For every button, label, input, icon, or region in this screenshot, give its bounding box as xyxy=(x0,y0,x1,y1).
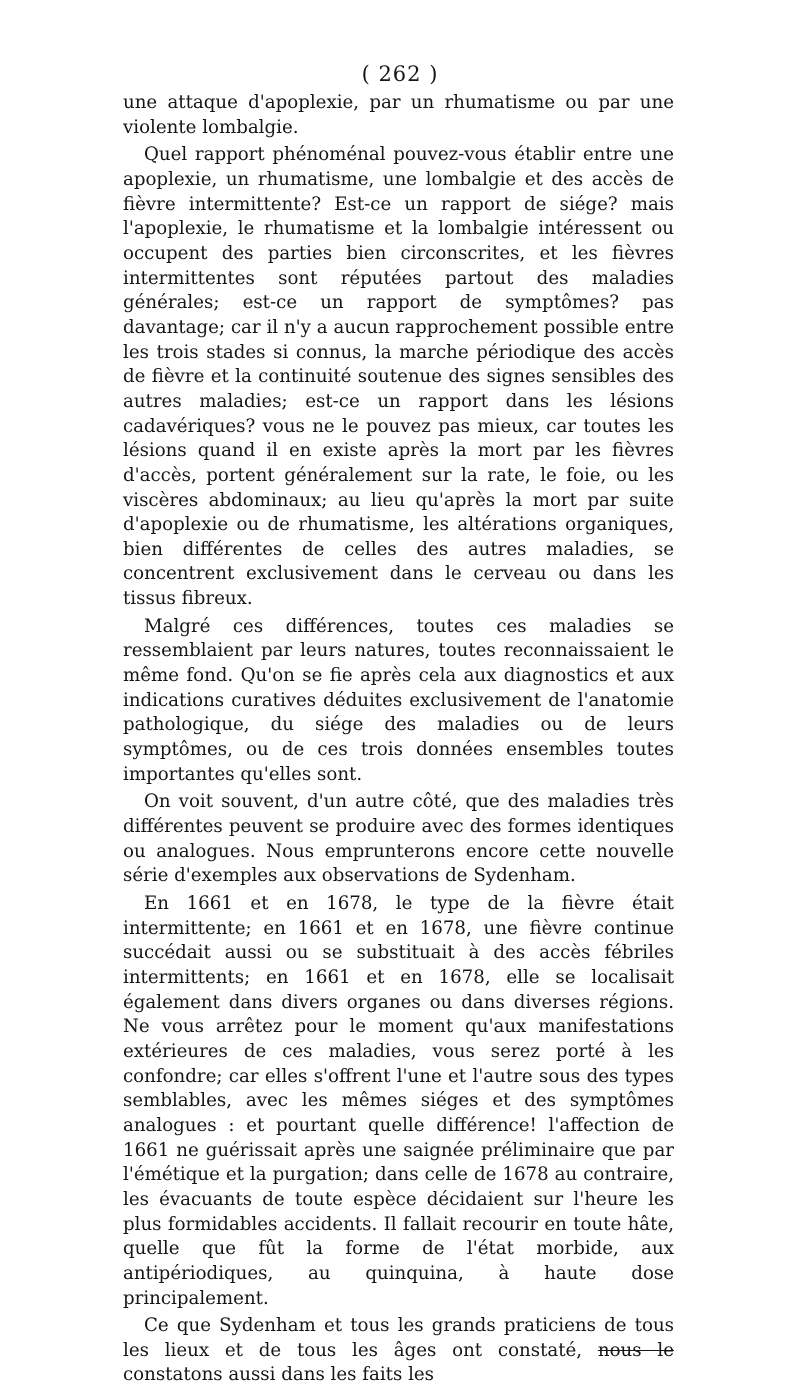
paragraph-formes-identiques: On voit souvent, d'un autre côté, que des maladies très différentes peuvent se produire avec des formes identiques ou analogues. Nous emprunterons encore cette nouvelle série d'exemples aux observations de Sydenham. xyxy=(123,791,674,887)
paragraph-differences: Malgré ces différences, toutes ces maladies se ressemblaient par leurs natures, toutes reconnaissaient le même fond. Qu'on se fie après cela aux diagnostics et aux indications curatives déduites exclusivement de l'anatomie pathologique, du siége des maladies ou de leurs symptômes, ou de ces trois données ensembles toutes importantes qu'elles sont. xyxy=(123,615,674,785)
paragraph-continuation: une attaque d'apoplexie, par un rhumatisme ou par une violente lombalgie. xyxy=(123,92,674,138)
page-number: ( 262 ) xyxy=(361,62,439,86)
paragraph-rapport-phenomenal: Quel rapport phénoménal pouvez-vous établir entre une apoplexie, un rhumatisme, une lombalgie et des accès de fièvre intermittente? Est-ce un rapport de siége? mais l'apoplexie, le rhumatisme et la lombalgie intéressent ou occupent des parties bien circonscrites, et les fièvres intermittentes sont réputées partout des maladies générales; est-ce un rapport de symptômes? pas davantage; car il n'y a aucun rapprochement possible entre les trois stades si connus, la marche périodique des accès de fièvre et la continuité soutenue des signes sensibles des autres maladies; est-ce un rapport dans les lésions cadavériques? vous ne le pouvez pas mieux, car toutes les lésions quand il en existe après la mort par les fièvres d'accès, portent généralement sur la rate, le foie, ou les viscères abdominaux; au lieu qu'après la mort par suite d'apoplexie ou de rhumatisme, les altérations organiques, bien différentes de celles des autres maladies, se concentrent exclusivement dans le cerveau ou dans les tissus fibreux. xyxy=(123,144,674,610)
struck-through-words: nous le xyxy=(597,1339,674,1361)
paragraph-sydenham-1661-1678: En 1661 et en 1678, le type de la fièvre était intermittente; en 1661 et en 1678, une fièvre continue succédait aussi ou se substituait à des accès fébriles intermittents; en 1661 et en 1678, elle se localisait également dans divers organes ou dans diverses régions. Ne vous arrêtez pour le moment qu'aux manifestations extérieures de ces maladies, vous serez porté à les confondre; car elles s'offrent l'une et l'autre sous des types semblables, avec les mêmes siéges et des symptômes analogues : et pourtant quelle différence! l'affection de 1661 ne guérissait après une saignée préliminaire que par l'émétique et la purgation; dans celle de 1678 au contraire, les évacuants de toute espèce décidaient sur l'heure les plus formidables accidents. Il fallait recourir en toute hâte, quelle que fût la forme de l'état morbide, aux antipériodiques, au quinquina, à haute dose principalement. xyxy=(123,893,674,1309)
paragraph-praticiens-text-before: Ce que Sydenham et tous les grands praticiens de tous les lieux et de tous les âges ont constaté, xyxy=(123,1315,674,1361)
paragraph-praticiens xyxy=(123,1314,674,1388)
body-text xyxy=(123,91,674,1391)
paragraph-praticiens-text-after: constatons aussi dans les faits les xyxy=(123,1364,434,1386)
